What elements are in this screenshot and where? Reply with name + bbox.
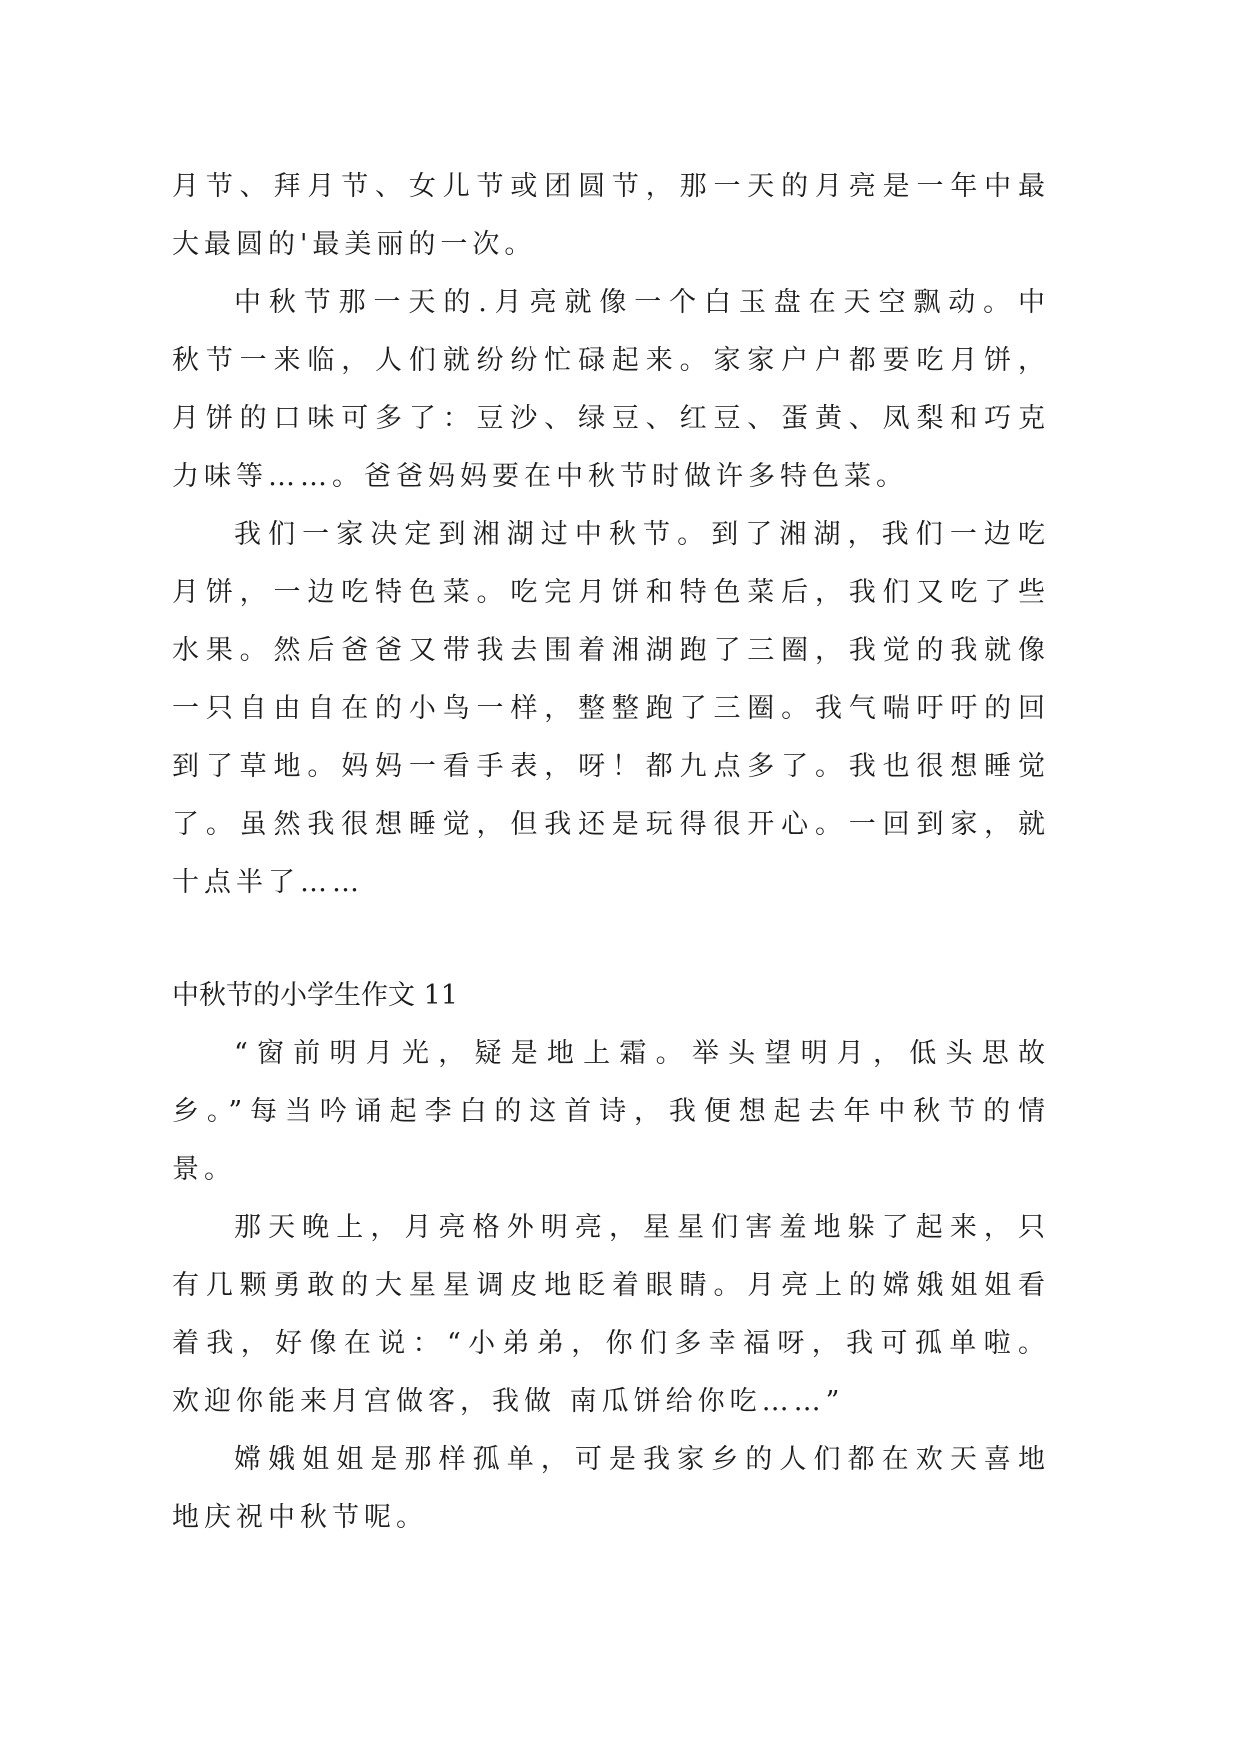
text-line: 我们一家决定到湘湖过中秋节。到了湘湖，我们一边吃 [234,519,1050,550]
text-line: 中秋节那一天的.月亮就像一个白玉盘在天空飘动。中 [234,287,1050,318]
text-line: 水果。然后爸爸又带我去围着湘湖跑了三圈，我觉的我就像 [172,635,1050,666]
essay-title: 中秋节的小学生作文 11 [172,980,458,1011]
text-line: 了。虽然我很想睡觉，但我还是玩得很开心。一回到家，就 [172,809,1050,840]
text-line: 欢迎你能来月宫做客，我做 南瓜饼给你吃……” [172,1386,845,1417]
paragraph [172,274,1050,506]
text-line: “窗前明月光，疑是地上霜。举头望明月，低头思故 [234,1038,1050,1069]
paragraph [172,506,1050,912]
text-line: 月饼，一边吃特色菜。吃完月饼和特色菜后，我们又吃了些 [172,577,1050,608]
text-line: 到了草地。妈妈一看手表，呀！都九点多了。我也很想睡觉 [172,751,1050,782]
text-line: 嫦娥姐姐是那样孤单，可是我家乡的人们都在欢天喜地 [234,1444,1050,1475]
text-line: 那天晚上，月亮格外明亮，星星们害羞地躲了起来，只 [234,1212,1050,1243]
text-line: 有几颗勇敢的大星星调皮地眨着眼睛。月亮上的嫦娥姐姐看 [172,1270,1050,1301]
text-line: 景。 [172,1154,236,1185]
paragraph [172,1431,1050,1547]
paragraph-continued [172,158,1050,274]
paragraph [172,1025,1050,1199]
document-body [172,158,1050,1547]
paragraph [172,1199,1050,1431]
text-line: 一只自由自在的小鸟一样，整整跑了三圈。我气喘吁吁的回 [172,693,1050,724]
text-line: 秋节一来临，人们就纷纷忙碌起来。家家户户都要吃月饼， [172,345,1050,376]
text-line: 着我，好像在说：“小弟弟，你们多幸福呀，我可孤单啦。 [172,1328,1050,1359]
text-line: 力味等……。爸爸妈妈要在中秋节时做许多特色菜。 [172,461,908,492]
text-line: 乡。”每当吟诵起李白的这首诗，我便想起去年中秋节的情 [172,1096,1050,1127]
text-line: 十点半了…… [172,867,364,898]
text-line: 地庆祝中秋节呢。 [172,1502,428,1533]
text-line: 大最圆的'最美丽的一次。 [172,229,537,260]
text-line: 月饼的口味可多了：豆沙、绿豆、红豆、蛋黄、凤梨和巧克 [172,403,1050,434]
text-line: 月节、拜月节、女儿节或团圆节，那一天的月亮是一年中最 [172,171,1050,202]
